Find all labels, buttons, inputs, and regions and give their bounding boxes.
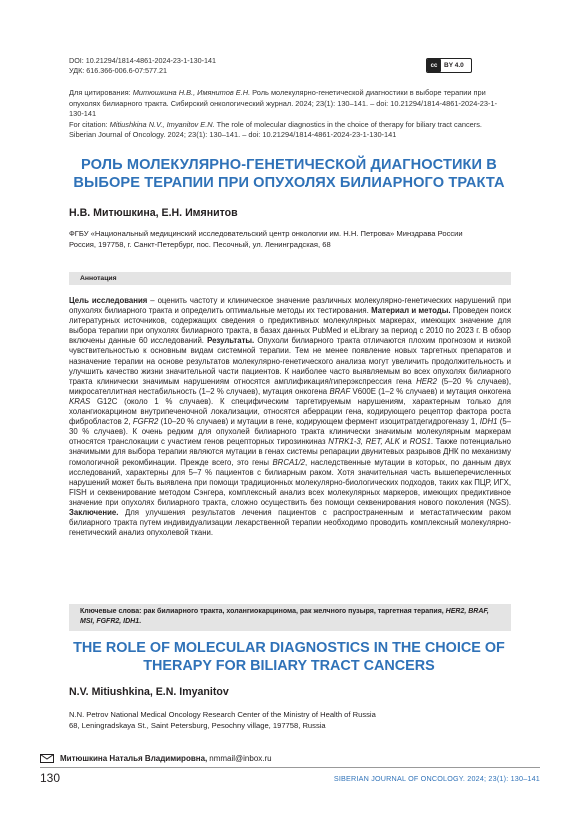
methods-label: Материал и методы. <box>371 306 451 316</box>
envelope-icon <box>40 754 54 763</box>
citation-ru-authors: Митюшкина Н.В., Имянитов Е.Н. <box>132 88 251 97</box>
abstract-heading: Аннотация <box>69 272 511 285</box>
citation-en-authors: Mitiushkina N.V., Imyanitov E.N. <box>109 119 215 129</box>
abstract-body: Цель исследования – оценить частоту и клиническое значение различных молекулярно-генетических нарушений при опухолях билиарного тракта и определить оптимальные методы их тестирования. Материал и методы. Проведен поиск литературных источников, содержащих сведения о предиктивных молекулярных маркерах, имеющих значение для выбора терапии при опухолях билиарного тракта, в базах данных PubMed и eLibrary за период с 2010 по 2023 г. В обзор включены данные 60 исследований. Результаты. Опухоли билиарного тракта отличаются плохим прогнозом и низкой чувствительностью к основным видам системной терапии. Тем не менее появление новых таргетных препаратов и назначение терапии на основе результатов молекулярно-генетического анализа могут увеличить продолжительность и улучшить качество жизни значительной части пациентов. К наиболее часто выявляемым во всех опухолях билиарного тракта клинически значимым нарушениям относятся амплификация/гиперэкспрессия гена HER2 (5–20 % случаев), микросателлитная нестабильность (1–2 % случаев), мутация онкогена BRAF V600E (1–2 % случаев) и мутация онкогена KRAS G12C (около 1 % случаев). К специфическим таргетируемым нарушениям, характерным только для холангиокарцином внутрипеченочной локализации, относятся аберрации гена, кодирующего рецептор фактора роста фибробластов 2, FGFR2 (10–20 % случаев) и мутации в гене, кодирующем фермент изоцитратдегидрогеназу 1, IDH1 (5–30 % случаев). К очень редким для опухолей билиарного тракта клинически значимым молекулярным маркерам относятся транслокации с участием генов рецепторных тирозинкиназ NTRK1-3, RET, ALK и ROS1. Также потенциально значимыми для выбора терапии являются мутации в генах системы репарации двунитевых разрывов ДНК по механизму гомологичной рекомбинации. Прежде всего, это гены BRCA1/2, наследственные мутации в которых, по данным двух исследований, характерны для 5–7 % пациентов с билиарным раком. Хотя значительная часть вышеперечисленных нарушений может быть выявлена при помощи традиционных молекулярно-биологических подходов, таких как ПЦР, ИГХ, FISH и секвенирование методом Сэнгера, комплексный анализ всех молекулярных маркеров, имеющих предиктивное значение при опухолях билиарного тракта, сложно осуществить без помощи секвенирования нового поколения (NGS). Заключение. Для улучшения результатов лечения пациентов с распространенным и метастатическим раком билиарного тракта путем индивидуализации лекарственной терапии необходимо проводить комплексный молекулярно-генетический анализ опухолевой ткани. <box>69 296 512 538</box>
article-title-en: THE ROLE OF MOLECULAR DIAGNOSTICS IN THE CHOICE OF THERAPY FOR BILIARY TRACT CANCERS <box>73 640 505 674</box>
citation-block <box>69 88 509 141</box>
udk: УДК: 616.366-006.6-07:577.21 <box>69 66 168 75</box>
doi: DOI: 10.21294/1814-4861-2024-23-1-130-141 <box>69 56 217 65</box>
authors-ru: Н.В. Митюшкина, Е.Н. Имянитов <box>69 207 238 219</box>
author-email[interactable]: nmmail@inbox.ru <box>209 754 272 763</box>
authors-en: N.V. Mitiushkina, E.N. Imyanitov <box>69 686 229 698</box>
article-meta <box>69 56 216 76</box>
creative-commons-icon: cc <box>427 59 441 72</box>
citation-ru: Для цитирования: Митюшкина Н.В., Имянитов Е.Н. Роль молекулярно-генетической диагностики в выборе терапии при опухолях билиарного тракта. Сибирский онкологический журнал. 2024; 23(1): 130–141. – doi: 10.21294/1814-4861-2024-23-1-130-141 <box>69 88 498 118</box>
page-number: 130 <box>40 771 61 785</box>
correspondence <box>40 754 272 763</box>
affiliation-en: N.N. Petrov National Medical Oncology Research Center of the Ministry of Health of Russia 68, Leningradskaya St., Saint Petersburg, Pesochny village, 197758, Russia <box>69 710 376 730</box>
affiliation-ru: ФГБУ «Национальный медицинский исследовательский центр онкологии им. Н.Н. Петрова» Минздрава России Россия, 197758, г. Санкт-Петербург, пос. Песочный, ул. Ленинградская, 68 <box>69 229 463 249</box>
article-title-ru: РОЛЬ МОЛЕКУЛЯРНО-ГЕНЕТИЧЕСКОЙ ДИАГНОСТИКИ В ВЫБОРЕ ТЕРАПИИ ПРИ ОПУХОЛЯХ БИЛИАРНОГО ТРАКТА <box>73 157 505 191</box>
results-label: Результаты. <box>207 336 255 346</box>
cc-license-badge[interactable] <box>426 58 472 73</box>
license-label: BY 4.0 <box>444 62 464 69</box>
footer-divider <box>40 767 540 768</box>
conclusion-label: Заключение. <box>69 507 119 517</box>
journal-footer: SIBERIAN JOURNAL OF ONCOLOGY. 2024; 23(1): 130–141 <box>333 774 540 783</box>
citation-en: For citation: Mitiushkina N.V., Imyanitov E.N. The role of molecular diagnostics in the choice of therapy for biliary tract cancers. Siberian Journal of Oncology. 2024; 23(1): 130–141. – doi: 10.21294/1814-4861-2024-23-1-130-141 <box>69 119 482 139</box>
corresponding-author: Митюшкина Наталья Владимировна, <box>60 754 208 763</box>
keywords-band: Ключевые слова: рак билиарного тракта, холангиокарцинома, рак желчного пузыря, таргетная терапия, HER2, BRAF, MSI, FGFR2, IDH1. <box>69 604 511 631</box>
aim-label: Цель исследования <box>69 296 148 305</box>
